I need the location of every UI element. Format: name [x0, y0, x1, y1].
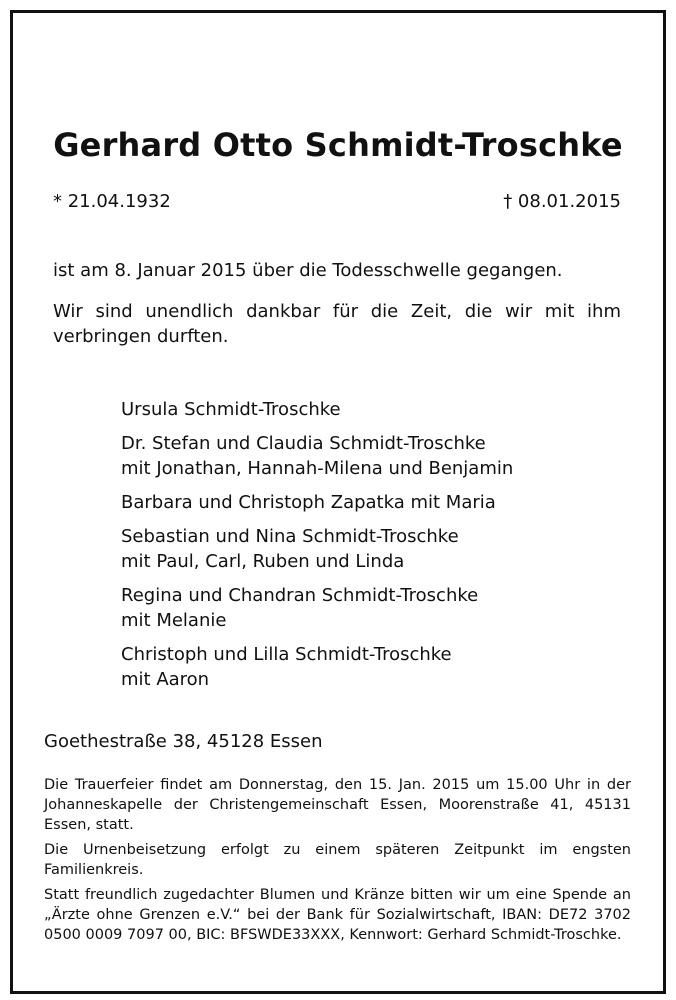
family-line: mit Aaron — [121, 669, 210, 690]
family-line: mit Melanie — [121, 610, 227, 631]
family-line: mit Jonathan, Hannah-Milena und Benjamin — [121, 458, 514, 479]
family-line: Barbara und Christoph Zapatka mit Maria — [121, 492, 496, 513]
funeral-service-note: Die Trauerfeier findet am Donnerstag, den 15. Jan. 2015 um 15.00 Uhr in der Johanneskapelle der Christengemeinschaft Essen, Moorenstraße 41, 45131 Essen, statt. — [44, 777, 631, 833]
death-date: † 08.01.2015 — [503, 191, 621, 212]
family-line: Regina und Chandran Schmidt-Troschke — [121, 585, 479, 606]
donation-note: Statt freundlich zugedachter Blumen und Kränze bitten wir um eine Spende an „Ärzte ohne Grenzen e.V.“ bei der Bank für Sozialwirtschaft, IBAN: DE72 3702 0500 0009 7097 00, BIC: BFSWDE33XXX, Kennwort: Gerhard Schmidt-Troschke. — [44, 887, 631, 943]
funeral-notes — [44, 775, 631, 950]
family-line: mit Paul, Carl, Ruben und Linda — [121, 551, 405, 572]
family-line: Ursula Schmidt-Troschke — [121, 399, 341, 420]
birth-date: * 21.04.1932 — [53, 191, 171, 212]
family-entry — [121, 642, 513, 692]
family-entry — [121, 431, 513, 481]
family-line: Dr. Stefan und Claudia Schmidt-Troschke — [121, 433, 486, 454]
family-entry — [121, 397, 513, 422]
family-line: Christoph und Lilla Schmidt-Troschke — [121, 644, 452, 665]
family-entry — [121, 524, 513, 574]
family-entry — [121, 583, 513, 633]
deceased-name: Gerhard Otto Schmidt-Troschke — [53, 126, 623, 164]
family-entry — [121, 490, 513, 515]
urn-burial-note: Die Urnenbeisetzung erfolgt zu einem späteren Zeitpunkt im engsten Familienkreis. — [44, 842, 631, 878]
gratitude-text: Wir sind unendlich dankbar für die Zeit, die wir mit ihm verbringen durften. — [53, 301, 621, 347]
intro-text: ist am 8. Januar 2015 über die Todesschwelle gegangen. — [53, 260, 563, 281]
family-address: Goethestraße 38, 45128 Essen — [44, 731, 323, 752]
family-line: Sebastian und Nina Schmidt-Troschke — [121, 526, 459, 547]
family-list — [121, 397, 513, 701]
